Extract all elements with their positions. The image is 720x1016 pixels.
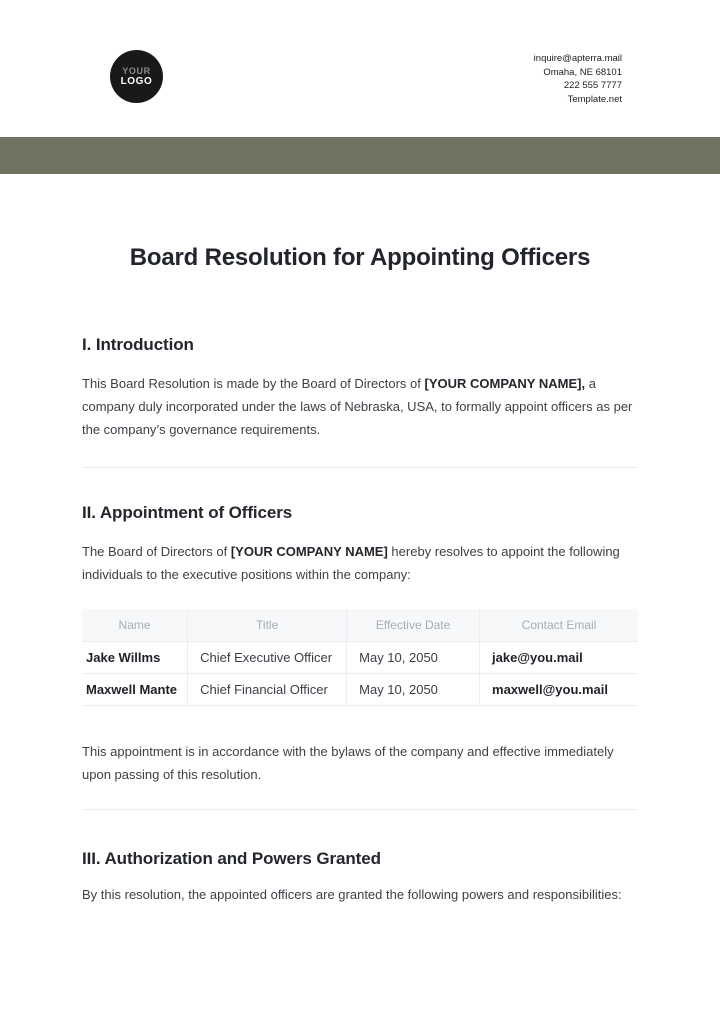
section-divider xyxy=(82,467,638,468)
contact-phone: 222 555 7777 xyxy=(563,80,622,91)
cell-officer-title: Chief Executive Officer xyxy=(188,641,347,673)
contact-block xyxy=(534,50,622,106)
company-logo xyxy=(110,50,163,103)
company-name-placeholder: [YOUR COMPANY NAME] xyxy=(230,544,388,559)
appointment-text-suffix: hereby resolves to appoint the following individuals to the executive positions within the company: xyxy=(82,544,620,582)
logo-text-logo: LOGO xyxy=(120,75,153,87)
document-body xyxy=(0,243,720,906)
section-heading-authorization: III. Authorization and Powers Granted xyxy=(82,848,381,868)
document-title: Board Resolution for Appointing Officers xyxy=(129,244,591,271)
section-heading-introduction: I. Introduction xyxy=(82,335,194,354)
section-divider xyxy=(82,809,638,810)
section-appointment xyxy=(82,502,638,786)
column-header-contact-email: Contact Email xyxy=(480,609,638,641)
section-heading-appointment: II. Appointment of Officers xyxy=(82,503,293,522)
table-header-row xyxy=(82,609,638,641)
cell-officer-name: Jake Willms xyxy=(82,641,188,673)
contact-website: Template.net xyxy=(567,93,622,105)
cell-contact-email: jake@you.mail xyxy=(480,641,638,673)
column-header-title: Title xyxy=(188,609,347,641)
intro-text-prefix: This Board Resolution is made by the Board of Directors of xyxy=(82,376,425,391)
cell-contact-email: maxwell@you.mail xyxy=(480,673,638,705)
company-name-placeholder: [YOUR COMPANY NAME], xyxy=(424,376,586,391)
authorization-paragraph: By this resolution, the appointed officers are granted the following powers and responsibilities: xyxy=(82,886,622,902)
cell-officer-name: Maxwell Mante xyxy=(82,673,188,705)
officers-table xyxy=(82,609,638,706)
contact-address: Omaha, NE 68101 xyxy=(543,66,622,78)
column-header-effective-date: Effective Date xyxy=(347,609,480,641)
contact-email: inquire@apterra.mail xyxy=(533,53,622,64)
cell-officer-title: Chief Financial Officer xyxy=(188,673,347,705)
section-introduction xyxy=(82,334,638,441)
accent-band xyxy=(0,137,720,174)
table-row xyxy=(82,673,638,705)
introduction-paragraph xyxy=(82,372,638,441)
column-header-name: Name xyxy=(82,609,188,641)
intro-text-suffix: a company duly incorporated under the laws of Nebraska, USA, to formally appoint officers as per the company’s governance requirements. xyxy=(82,376,633,437)
section-authorization xyxy=(82,848,638,906)
logo-text-your: YOUR xyxy=(122,65,151,76)
cell-effective-date: May 10, 2050 xyxy=(347,641,480,673)
table-row xyxy=(82,641,638,673)
appointment-text-prefix: The Board of Directors of xyxy=(82,544,231,559)
appointment-paragraph xyxy=(82,540,638,586)
appointment-note-paragraph: This appointment is in accordance with the bylaws of the company and effective immediately upon passing of this resolution. xyxy=(82,743,614,782)
cell-effective-date: May 10, 2050 xyxy=(347,673,480,705)
letterhead xyxy=(0,0,720,106)
